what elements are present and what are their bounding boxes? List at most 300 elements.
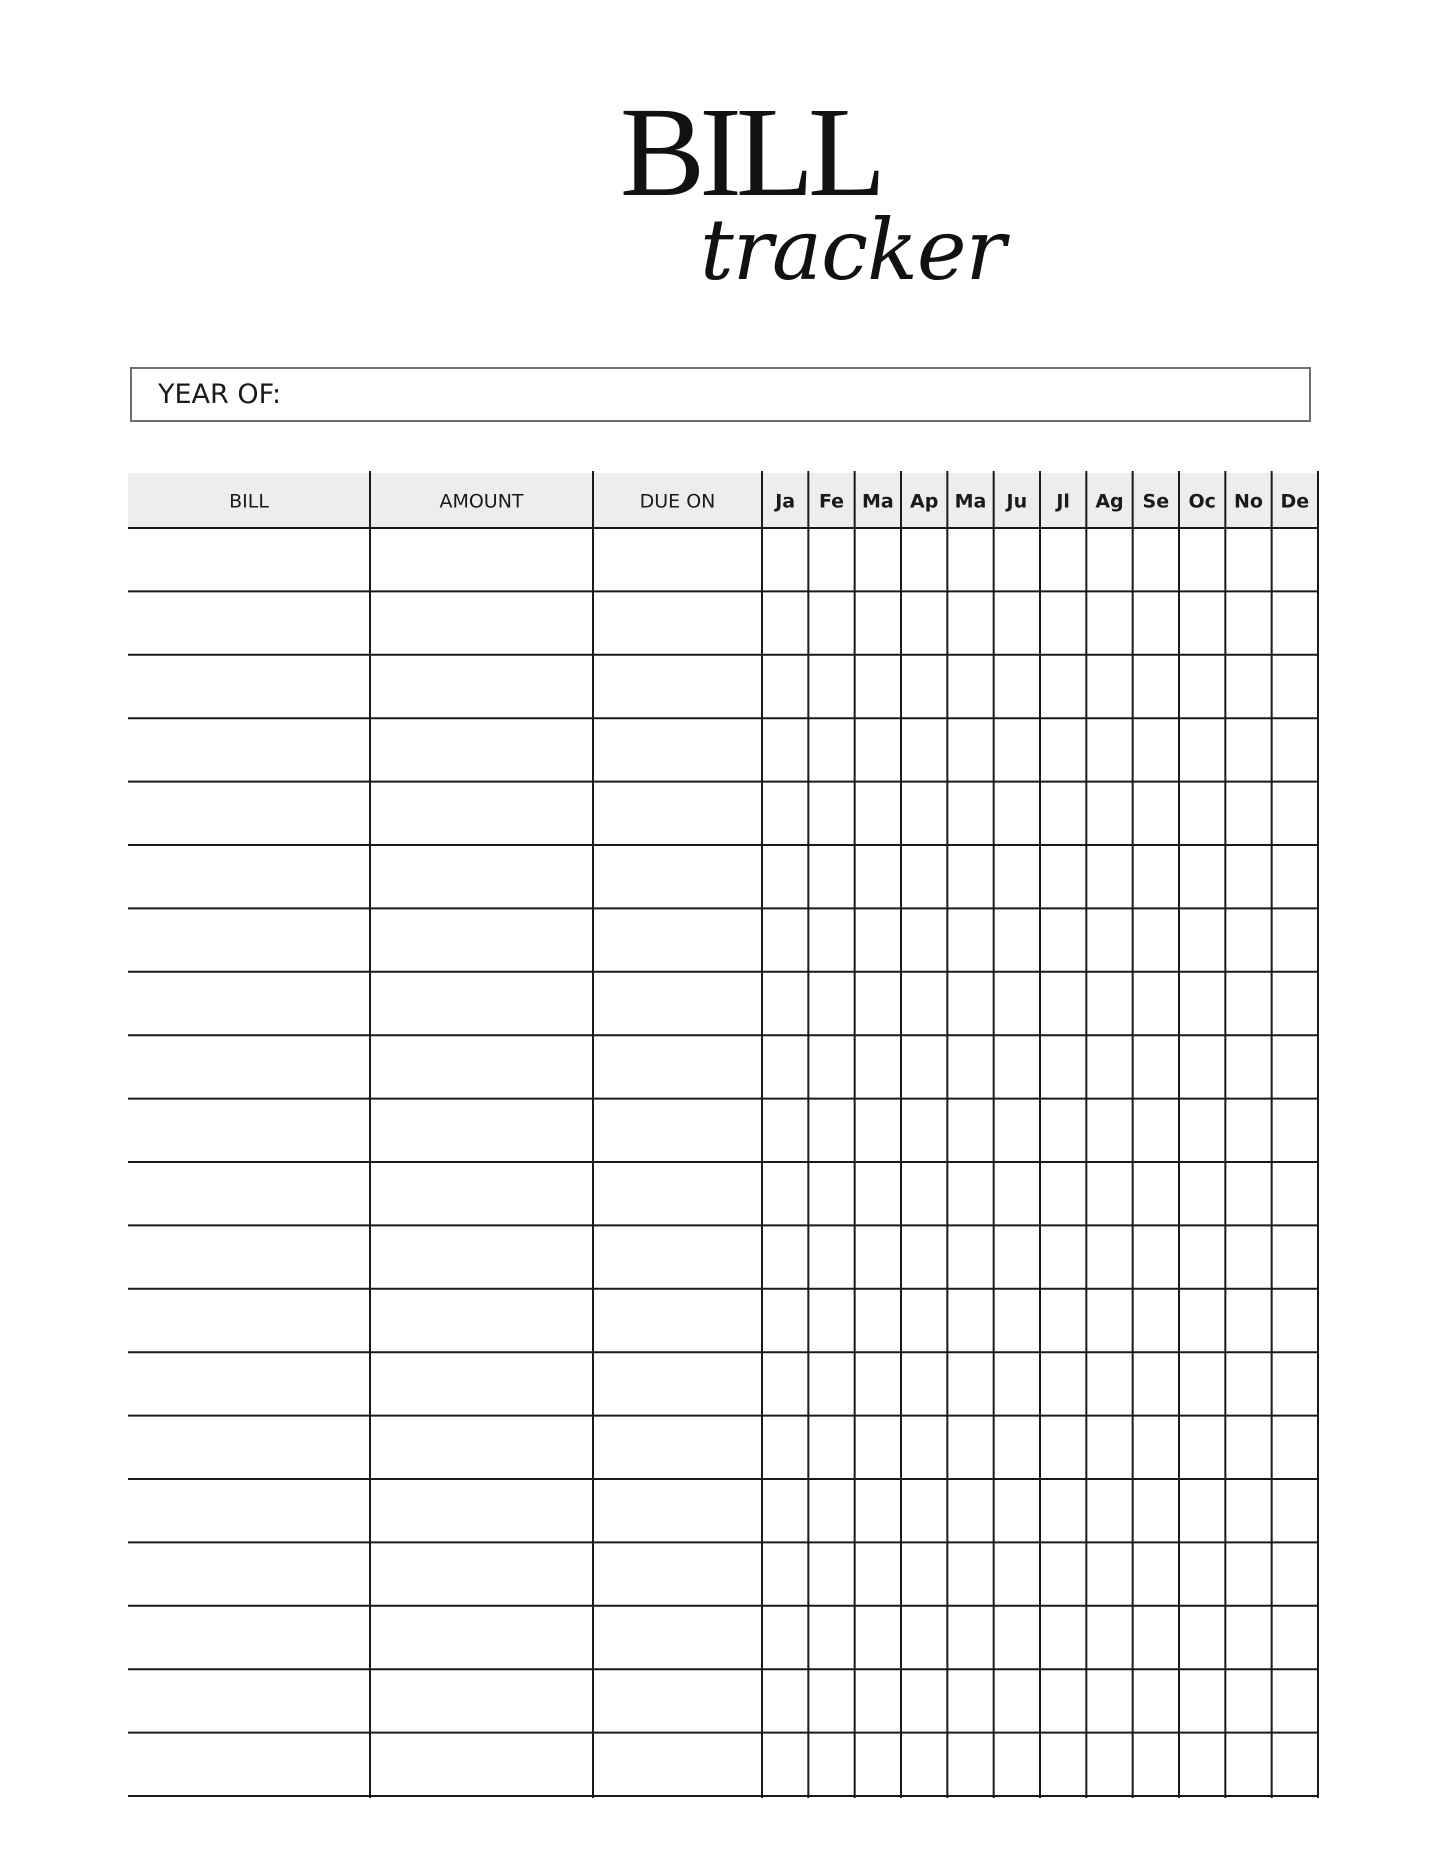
month-checkbox-cell[interactable] [1226, 1226, 1270, 1287]
month-checkbox-cell[interactable] [995, 1417, 1039, 1478]
month-checkbox-cell[interactable] [763, 719, 807, 780]
month-checkbox-cell[interactable] [995, 656, 1039, 717]
month-checkbox-cell[interactable] [1041, 1670, 1085, 1731]
table-cell[interactable] [594, 1607, 761, 1668]
month-checkbox-cell[interactable] [809, 529, 853, 590]
month-checkbox-cell[interactable] [1273, 719, 1317, 780]
month-checkbox-cell[interactable] [1180, 592, 1224, 653]
month-checkbox-cell[interactable] [763, 973, 807, 1034]
month-checkbox-cell[interactable] [856, 1226, 900, 1287]
month-checkbox-cell[interactable] [1226, 1036, 1270, 1097]
table-cell[interactable] [129, 592, 369, 653]
month-checkbox-cell[interactable] [1087, 783, 1131, 844]
table-cell[interactable] [594, 592, 761, 653]
month-checkbox-cell[interactable] [1041, 846, 1085, 907]
month-checkbox-cell[interactable] [809, 1226, 853, 1287]
month-checkbox-cell[interactable] [1273, 656, 1317, 717]
month-checkbox-cell[interactable] [1087, 1670, 1131, 1731]
table-cell[interactable] [129, 1670, 369, 1731]
month-checkbox-cell[interactable] [1087, 1480, 1131, 1541]
month-checkbox-cell[interactable] [1180, 1543, 1224, 1604]
table-cell[interactable] [129, 973, 369, 1034]
month-checkbox-cell[interactable] [948, 1543, 992, 1604]
table-cell[interactable] [129, 1480, 369, 1541]
month-checkbox-cell[interactable] [1087, 1163, 1131, 1224]
table-cell[interactable] [129, 1226, 369, 1287]
month-checkbox-cell[interactable] [1134, 1353, 1178, 1414]
month-checkbox-cell[interactable] [856, 973, 900, 1034]
month-checkbox-cell[interactable] [995, 529, 1039, 590]
table-cell[interactable] [371, 529, 592, 590]
month-checkbox-cell[interactable] [809, 719, 853, 780]
table-cell[interactable] [371, 1290, 592, 1351]
month-checkbox-cell[interactable] [902, 973, 946, 1034]
month-checkbox-cell[interactable] [1180, 1353, 1224, 1414]
month-checkbox-cell[interactable] [1041, 1480, 1085, 1541]
month-checkbox-cell[interactable] [1087, 1543, 1131, 1604]
table-cell[interactable] [371, 719, 592, 780]
month-checkbox-cell[interactable] [763, 846, 807, 907]
month-checkbox-cell[interactable] [763, 1607, 807, 1668]
month-checkbox-cell[interactable] [1273, 783, 1317, 844]
month-checkbox-cell[interactable] [1226, 909, 1270, 970]
table-cell[interactable] [594, 1226, 761, 1287]
month-checkbox-cell[interactable] [809, 1607, 853, 1668]
table-cell[interactable] [129, 1607, 369, 1668]
month-checkbox-cell[interactable] [856, 909, 900, 970]
month-checkbox-cell[interactable] [995, 1670, 1039, 1731]
month-checkbox-cell[interactable] [1041, 1290, 1085, 1351]
month-checkbox-cell[interactable] [902, 1734, 946, 1795]
month-checkbox-cell[interactable] [809, 592, 853, 653]
table-cell[interactable] [129, 719, 369, 780]
month-checkbox-cell[interactable] [1180, 1480, 1224, 1541]
table-cell[interactable] [594, 1480, 761, 1541]
month-checkbox-cell[interactable] [902, 592, 946, 653]
month-checkbox-cell[interactable] [948, 592, 992, 653]
table-cell[interactable] [594, 973, 761, 1034]
month-checkbox-cell[interactable] [1180, 529, 1224, 590]
month-checkbox-cell[interactable] [856, 1543, 900, 1604]
month-checkbox-cell[interactable] [1180, 1036, 1224, 1097]
month-checkbox-cell[interactable] [856, 656, 900, 717]
month-checkbox-cell[interactable] [995, 1607, 1039, 1668]
table-cell[interactable] [594, 909, 761, 970]
month-checkbox-cell[interactable] [1041, 592, 1085, 653]
month-checkbox-cell[interactable] [856, 846, 900, 907]
month-checkbox-cell[interactable] [1226, 1163, 1270, 1224]
month-checkbox-cell[interactable] [1134, 1163, 1178, 1224]
month-checkbox-cell[interactable] [902, 1480, 946, 1541]
month-checkbox-cell[interactable] [809, 1670, 853, 1731]
month-checkbox-cell[interactable] [948, 1670, 992, 1731]
month-checkbox-cell[interactable] [948, 529, 992, 590]
month-checkbox-cell[interactable] [902, 656, 946, 717]
table-cell[interactable] [129, 846, 369, 907]
month-checkbox-cell[interactable] [1180, 1734, 1224, 1795]
month-checkbox-cell[interactable] [763, 529, 807, 590]
month-checkbox-cell[interactable] [948, 973, 992, 1034]
month-checkbox-cell[interactable] [902, 1100, 946, 1161]
month-checkbox-cell[interactable] [1180, 1670, 1224, 1731]
month-checkbox-cell[interactable] [763, 1670, 807, 1731]
month-checkbox-cell[interactable] [1134, 909, 1178, 970]
month-checkbox-cell[interactable] [856, 1734, 900, 1795]
month-checkbox-cell[interactable] [1041, 1417, 1085, 1478]
month-checkbox-cell[interactable] [1180, 1290, 1224, 1351]
month-checkbox-cell[interactable] [902, 909, 946, 970]
month-checkbox-cell[interactable] [902, 1036, 946, 1097]
month-checkbox-cell[interactable] [1087, 1036, 1131, 1097]
month-checkbox-cell[interactable] [1273, 1163, 1317, 1224]
month-checkbox-cell[interactable] [1180, 909, 1224, 970]
month-checkbox-cell[interactable] [763, 1734, 807, 1795]
month-checkbox-cell[interactable] [809, 1100, 853, 1161]
month-checkbox-cell[interactable] [763, 1163, 807, 1224]
month-checkbox-cell[interactable] [1226, 719, 1270, 780]
month-checkbox-cell[interactable] [1041, 1353, 1085, 1414]
month-checkbox-cell[interactable] [948, 1417, 992, 1478]
month-checkbox-cell[interactable] [1041, 1607, 1085, 1668]
table-cell[interactable] [594, 1163, 761, 1224]
table-cell[interactable] [594, 1417, 761, 1478]
month-checkbox-cell[interactable] [1087, 973, 1131, 1034]
table-cell[interactable] [129, 909, 369, 970]
month-checkbox-cell[interactable] [948, 909, 992, 970]
table-cell[interactable] [371, 1480, 592, 1541]
month-checkbox-cell[interactable] [856, 1480, 900, 1541]
month-checkbox-cell[interactable] [1041, 1226, 1085, 1287]
month-checkbox-cell[interactable] [1273, 909, 1317, 970]
month-checkbox-cell[interactable] [856, 1607, 900, 1668]
table-cell[interactable] [594, 1100, 761, 1161]
month-checkbox-cell[interactable] [1226, 1607, 1270, 1668]
month-checkbox-cell[interactable] [948, 846, 992, 907]
table-cell[interactable] [371, 1734, 592, 1795]
month-checkbox-cell[interactable] [902, 846, 946, 907]
table-cell[interactable] [371, 1226, 592, 1287]
month-checkbox-cell[interactable] [809, 656, 853, 717]
month-checkbox-cell[interactable] [1134, 1226, 1178, 1287]
month-checkbox-cell[interactable] [809, 846, 853, 907]
month-checkbox-cell[interactable] [902, 1290, 946, 1351]
month-checkbox-cell[interactable] [763, 1480, 807, 1541]
month-checkbox-cell[interactable] [1226, 1670, 1270, 1731]
table-cell[interactable] [371, 783, 592, 844]
month-checkbox-cell[interactable] [1134, 1734, 1178, 1795]
month-checkbox-cell[interactable] [995, 1290, 1039, 1351]
table-cell[interactable] [129, 1290, 369, 1351]
month-checkbox-cell[interactable] [995, 973, 1039, 1034]
month-checkbox-cell[interactable] [1180, 783, 1224, 844]
month-checkbox-cell[interactable] [902, 719, 946, 780]
month-checkbox-cell[interactable] [995, 1100, 1039, 1161]
month-checkbox-cell[interactable] [1226, 973, 1270, 1034]
month-checkbox-cell[interactable] [1087, 529, 1131, 590]
month-checkbox-cell[interactable] [1087, 846, 1131, 907]
table-cell[interactable] [129, 1734, 369, 1795]
month-checkbox-cell[interactable] [856, 783, 900, 844]
month-checkbox-cell[interactable] [1087, 1290, 1131, 1351]
month-checkbox-cell[interactable] [809, 973, 853, 1034]
month-checkbox-cell[interactable] [1134, 846, 1178, 907]
table-cell[interactable] [594, 529, 761, 590]
month-checkbox-cell[interactable] [1226, 846, 1270, 907]
month-checkbox-cell[interactable] [1273, 1226, 1317, 1287]
month-checkbox-cell[interactable] [995, 1036, 1039, 1097]
table-cell[interactable] [371, 1607, 592, 1668]
month-checkbox-cell[interactable] [856, 1353, 900, 1414]
month-checkbox-cell[interactable] [902, 1607, 946, 1668]
month-checkbox-cell[interactable] [856, 1100, 900, 1161]
month-checkbox-cell[interactable] [1273, 973, 1317, 1034]
month-checkbox-cell[interactable] [809, 1353, 853, 1414]
month-checkbox-cell[interactable] [1180, 719, 1224, 780]
month-checkbox-cell[interactable] [856, 592, 900, 653]
month-checkbox-cell[interactable] [1134, 529, 1178, 590]
month-checkbox-cell[interactable] [948, 1100, 992, 1161]
month-checkbox-cell[interactable] [1087, 1100, 1131, 1161]
table-cell[interactable] [371, 1417, 592, 1478]
month-checkbox-cell[interactable] [809, 1163, 853, 1224]
month-checkbox-cell[interactable] [1134, 1607, 1178, 1668]
table-cell[interactable] [594, 656, 761, 717]
month-checkbox-cell[interactable] [763, 656, 807, 717]
month-checkbox-cell[interactable] [809, 909, 853, 970]
table-cell[interactable] [371, 1670, 592, 1731]
month-checkbox-cell[interactable] [995, 1543, 1039, 1604]
table-cell[interactable] [371, 1100, 592, 1161]
month-checkbox-cell[interactable] [948, 656, 992, 717]
table-cell[interactable] [594, 783, 761, 844]
month-checkbox-cell[interactable] [763, 1290, 807, 1351]
month-checkbox-cell[interactable] [763, 783, 807, 844]
table-cell[interactable] [371, 1163, 592, 1224]
month-checkbox-cell[interactable] [1041, 1100, 1085, 1161]
table-cell[interactable] [129, 1163, 369, 1224]
month-checkbox-cell[interactable] [948, 1353, 992, 1414]
month-checkbox-cell[interactable] [1226, 529, 1270, 590]
month-checkbox-cell[interactable] [1273, 1100, 1317, 1161]
month-checkbox-cell[interactable] [1134, 592, 1178, 653]
month-checkbox-cell[interactable] [1041, 783, 1085, 844]
month-checkbox-cell[interactable] [763, 1100, 807, 1161]
month-checkbox-cell[interactable] [1041, 973, 1085, 1034]
month-checkbox-cell[interactable] [995, 1734, 1039, 1795]
table-cell[interactable] [594, 1036, 761, 1097]
table-cell[interactable] [594, 1543, 761, 1604]
month-checkbox-cell[interactable] [1180, 656, 1224, 717]
month-checkbox-cell[interactable] [1226, 592, 1270, 653]
month-checkbox-cell[interactable] [856, 1163, 900, 1224]
month-checkbox-cell[interactable] [809, 1036, 853, 1097]
month-checkbox-cell[interactable] [1041, 719, 1085, 780]
month-checkbox-cell[interactable] [995, 1353, 1039, 1414]
month-checkbox-cell[interactable] [902, 1163, 946, 1224]
month-checkbox-cell[interactable] [995, 592, 1039, 653]
month-checkbox-cell[interactable] [995, 846, 1039, 907]
month-checkbox-cell[interactable] [809, 1543, 853, 1604]
month-checkbox-cell[interactable] [1087, 1607, 1131, 1668]
month-checkbox-cell[interactable] [809, 1480, 853, 1541]
table-cell[interactable] [129, 1036, 369, 1097]
month-checkbox-cell[interactable] [809, 783, 853, 844]
month-checkbox-cell[interactable] [1226, 1353, 1270, 1414]
month-checkbox-cell[interactable] [1087, 656, 1131, 717]
table-cell[interactable] [371, 1543, 592, 1604]
month-checkbox-cell[interactable] [1134, 783, 1178, 844]
month-checkbox-cell[interactable] [856, 1290, 900, 1351]
month-checkbox-cell[interactable] [948, 719, 992, 780]
month-checkbox-cell[interactable] [1273, 1670, 1317, 1731]
month-checkbox-cell[interactable] [948, 783, 992, 844]
month-checkbox-cell[interactable] [1087, 719, 1131, 780]
table-cell[interactable] [371, 973, 592, 1034]
month-checkbox-cell[interactable] [1087, 592, 1131, 653]
month-checkbox-cell[interactable] [856, 1417, 900, 1478]
month-checkbox-cell[interactable] [1041, 1734, 1085, 1795]
table-cell[interactable] [594, 1670, 761, 1731]
month-checkbox-cell[interactable] [1180, 1226, 1224, 1287]
month-checkbox-cell[interactable] [995, 719, 1039, 780]
month-checkbox-cell[interactable] [948, 1290, 992, 1351]
month-checkbox-cell[interactable] [1134, 1670, 1178, 1731]
month-checkbox-cell[interactable] [1273, 1036, 1317, 1097]
month-checkbox-cell[interactable] [1134, 973, 1178, 1034]
table-cell[interactable] [371, 1036, 592, 1097]
month-checkbox-cell[interactable] [1134, 1417, 1178, 1478]
month-checkbox-cell[interactable] [902, 1543, 946, 1604]
month-checkbox-cell[interactable] [1134, 656, 1178, 717]
table-cell[interactable] [129, 1417, 369, 1478]
month-checkbox-cell[interactable] [902, 1353, 946, 1414]
month-checkbox-cell[interactable] [948, 1607, 992, 1668]
table-cell[interactable] [129, 656, 369, 717]
month-checkbox-cell[interactable] [1041, 1163, 1085, 1224]
month-checkbox-cell[interactable] [1226, 1480, 1270, 1541]
month-checkbox-cell[interactable] [1041, 656, 1085, 717]
month-checkbox-cell[interactable] [995, 909, 1039, 970]
month-checkbox-cell[interactable] [1180, 1607, 1224, 1668]
table-cell[interactable] [594, 1290, 761, 1351]
month-checkbox-cell[interactable] [1087, 1226, 1131, 1287]
month-checkbox-cell[interactable] [809, 1417, 853, 1478]
month-checkbox-cell[interactable] [1273, 592, 1317, 653]
month-checkbox-cell[interactable] [1180, 973, 1224, 1034]
month-checkbox-cell[interactable] [1041, 1036, 1085, 1097]
month-checkbox-cell[interactable] [902, 1670, 946, 1731]
month-checkbox-cell[interactable] [1087, 1734, 1131, 1795]
table-cell[interactable] [594, 1734, 761, 1795]
month-checkbox-cell[interactable] [902, 529, 946, 590]
month-checkbox-cell[interactable] [1041, 909, 1085, 970]
month-checkbox-cell[interactable] [1134, 1100, 1178, 1161]
month-checkbox-cell[interactable] [948, 1163, 992, 1224]
month-checkbox-cell[interactable] [1226, 783, 1270, 844]
table-cell[interactable] [129, 1543, 369, 1604]
month-checkbox-cell[interactable] [856, 1670, 900, 1731]
month-checkbox-cell[interactable] [1273, 1734, 1317, 1795]
table-cell[interactable] [371, 909, 592, 970]
month-checkbox-cell[interactable] [1226, 1417, 1270, 1478]
month-checkbox-cell[interactable] [1226, 1734, 1270, 1795]
table-cell[interactable] [594, 846, 761, 907]
month-checkbox-cell[interactable] [1087, 1353, 1131, 1414]
month-checkbox-cell[interactable] [995, 1226, 1039, 1287]
month-checkbox-cell[interactable] [995, 1163, 1039, 1224]
month-checkbox-cell[interactable] [948, 1480, 992, 1541]
month-checkbox-cell[interactable] [856, 529, 900, 590]
month-checkbox-cell[interactable] [1273, 1480, 1317, 1541]
month-checkbox-cell[interactable] [1226, 1100, 1270, 1161]
month-checkbox-cell[interactable] [1226, 656, 1270, 717]
month-checkbox-cell[interactable] [763, 909, 807, 970]
month-checkbox-cell[interactable] [1180, 1417, 1224, 1478]
month-checkbox-cell[interactable] [1226, 1290, 1270, 1351]
month-checkbox-cell[interactable] [1180, 1100, 1224, 1161]
table-cell[interactable] [594, 719, 761, 780]
month-checkbox-cell[interactable] [948, 1226, 992, 1287]
month-checkbox-cell[interactable] [995, 1480, 1039, 1541]
month-checkbox-cell[interactable] [1273, 846, 1317, 907]
month-checkbox-cell[interactable] [763, 1543, 807, 1604]
month-checkbox-cell[interactable] [902, 1417, 946, 1478]
month-checkbox-cell[interactable] [763, 1036, 807, 1097]
month-checkbox-cell[interactable] [1087, 1417, 1131, 1478]
month-checkbox-cell[interactable] [763, 1226, 807, 1287]
month-checkbox-cell[interactable] [809, 1290, 853, 1351]
month-checkbox-cell[interactable] [1134, 1036, 1178, 1097]
month-checkbox-cell[interactable] [1273, 1290, 1317, 1351]
month-checkbox-cell[interactable] [809, 1734, 853, 1795]
month-checkbox-cell[interactable] [1041, 1543, 1085, 1604]
month-checkbox-cell[interactable] [902, 783, 946, 844]
table-cell[interactable] [129, 1100, 369, 1161]
month-checkbox-cell[interactable] [1134, 719, 1178, 780]
month-checkbox-cell[interactable] [763, 1353, 807, 1414]
month-checkbox-cell[interactable] [1134, 1543, 1178, 1604]
table-cell[interactable] [371, 846, 592, 907]
month-checkbox-cell[interactable] [1273, 1417, 1317, 1478]
month-checkbox-cell[interactable] [1273, 1353, 1317, 1414]
month-checkbox-cell[interactable] [1180, 846, 1224, 907]
table-cell[interactable] [594, 1353, 761, 1414]
month-checkbox-cell[interactable] [995, 783, 1039, 844]
month-checkbox-cell[interactable] [1180, 1163, 1224, 1224]
month-checkbox-cell[interactable] [1087, 909, 1131, 970]
month-checkbox-cell[interactable] [1226, 1543, 1270, 1604]
table-cell[interactable] [129, 1353, 369, 1414]
table-cell[interactable] [371, 592, 592, 653]
table-cell[interactable] [129, 783, 369, 844]
month-checkbox-cell[interactable] [902, 1226, 946, 1287]
month-checkbox-cell[interactable] [1273, 529, 1317, 590]
month-checkbox-cell[interactable] [948, 1036, 992, 1097]
month-checkbox-cell[interactable] [1273, 1543, 1317, 1604]
month-checkbox-cell[interactable] [1134, 1290, 1178, 1351]
table-cell[interactable] [371, 1353, 592, 1414]
month-checkbox-cell[interactable] [1273, 1607, 1317, 1668]
month-checkbox-cell[interactable] [1134, 1480, 1178, 1541]
month-checkbox-cell[interactable] [856, 1036, 900, 1097]
table-cell[interactable] [129, 529, 369, 590]
month-checkbox-cell[interactable] [948, 1734, 992, 1795]
month-checkbox-cell[interactable] [856, 719, 900, 780]
month-checkbox-cell[interactable] [763, 592, 807, 653]
month-checkbox-cell[interactable] [1041, 529, 1085, 590]
table-cell[interactable] [371, 656, 592, 717]
month-checkbox-cell[interactable] [763, 1417, 807, 1478]
